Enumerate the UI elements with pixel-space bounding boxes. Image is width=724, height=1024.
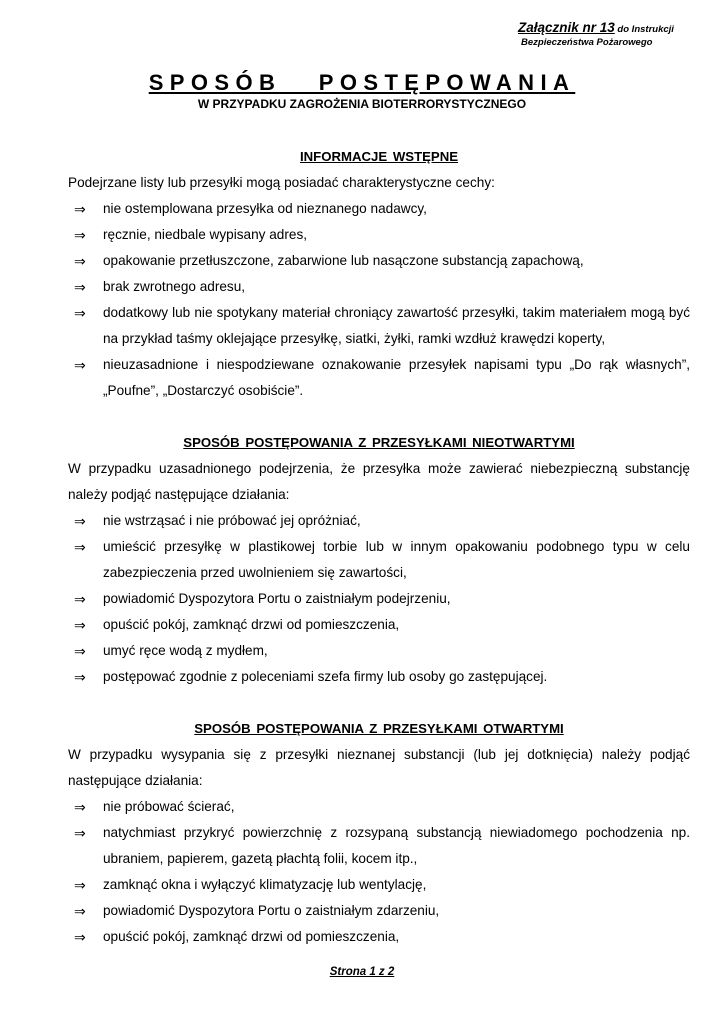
list-item [68,924,690,950]
list-item-text: ręcznie, niedbale wypisany adres, [103,227,308,242]
annex-label: Załącznik nr 13 [518,20,615,35]
list-item [68,638,690,664]
section-intro-text: Podejrzane listy lub przesyłki mogą posiadać charakterystyczne cechy: [68,175,495,190]
section-spacer [68,690,690,716]
list-item-text: powiadomić Dyspozytora Portu o zaistniałym zdarzeniu, [103,903,440,918]
arrow-icon: ⇒ [74,201,86,217]
section-intro-text: W przypadku uzasadnionego podejrzenia, że przesyłka może zawierać niebezpieczną substancję należy podjąć następujące działania: [68,461,690,502]
arrow-icon: ⇒ [74,227,86,243]
arrow-icon: ⇒ [74,539,86,555]
arrow-icon: ⇒ [74,643,86,659]
list-item-text: brak zwrotnego adresu, [103,279,246,294]
list-item [68,352,690,404]
list-item-text: opuścić pokój, zamknąć drzwi od pomieszczenia, [103,929,400,944]
list-item-text: nieuzasadnione i niespodziewane oznakowanie przesyłek napisami typu „Do rąk własnych”, „Poufne”, „Dostarczyć osobiście”. [103,357,690,398]
action-list-unopened [68,508,690,690]
list-item-text: nie ostemplowana przesyłka od nieznanego nadawcy, [103,201,427,216]
list-item-text: umyć ręce wodą z mydłem, [103,643,268,658]
list-item [68,872,690,898]
page-number: Strona 1 z 2 [329,966,395,978]
list-item [68,612,690,638]
arrow-icon: ⇒ [74,825,86,841]
arrow-icon: ⇒ [74,669,86,685]
arrow-icon: ⇒ [74,617,86,633]
list-item-text: zamknąć okna i wyłączyć klimatyzację lub wentylację, [103,877,427,892]
arrow-icon: ⇒ [74,279,86,295]
annex-line2: Bezpieczeństwa Pożarowego [521,37,653,48]
page-title: SPOSÓB POSTĘPOWANIA [148,70,576,95]
list-item-text: natychmiast przykryć powierzchnię z rozsypaną substancją niewiadomego pochodzenia np. ubraniem, papierem, gazetą płachtą folii, kocem itp., [103,825,690,866]
list-item [68,196,690,222]
list-item [68,248,690,274]
section-spacer [68,404,690,430]
section-heading-intro: INFORMACJE WSTĘPNE [299,149,459,164]
arrow-icon: ⇒ [74,305,86,321]
feature-list [68,196,690,404]
annex-suffix: do Instrukcji [614,24,674,35]
page-subtitle: W PRZYPADKU ZAGROŻENIA BIOTERRORYSTYCZNEGO [197,97,527,111]
list-item [68,300,690,352]
arrow-icon: ⇒ [74,591,86,607]
list-item [68,794,690,820]
list-item-text: opuścić pokój, zamknąć drzwi od pomieszczenia, [103,617,400,632]
arrow-icon: ⇒ [74,513,86,529]
list-item-text: powiadomić Dyspozytora Portu o zaistniałym podejrzeniu, [103,591,451,606]
list-item-text: dodatkowy lub nie spotykany materiał chroniący zawartość przesyłki, takim materiałem mogą być na przykład taśmy oklejające przesyłkę, siatki, żyłki, ramki wzdłuż krawędzi koperty, [103,305,690,346]
arrow-icon: ⇒ [74,877,86,893]
arrow-icon: ⇒ [74,253,86,269]
list-item-text: opakowanie przetłuszczone, zabarwione lub nasączone substancją zapachową, [103,253,584,268]
list-item [68,898,690,924]
arrow-icon: ⇒ [74,357,86,373]
action-list-opened [68,794,690,950]
list-item [68,222,690,248]
section-intro-text: W przypadku wysypania się z przesyłki nieznanej substancji (lub jej dotknięcia) należy podjąć następujące działania: [68,747,690,788]
list-item-text: nie wstrząsać i nie próbować jej opróżniać, [103,513,361,528]
list-item-text: nie próbować ścierać, [103,799,235,814]
document-body [68,144,690,950]
list-item [68,586,690,612]
arrow-icon: ⇒ [74,929,86,945]
list-item [68,534,690,586]
list-item-text: postępować zgodnie z poleceniami szefa firmy lub osoby go zastępującej. [103,669,548,684]
list-item [68,664,690,690]
section-heading-unopened: SPOSÓB POSTĘPOWANIA Z PRZESYŁKAMI NIEOTWARTYMI [183,435,575,450]
list-item-text: umieścić przesyłkę w plastikowej torbie lub w innym opakowaniu podobnego typu w celu zabezpieczenia przed uwolnieniem się zawartości, [103,539,690,580]
section-heading-opened: SPOSÓB POSTĘPOWANIA Z PRZESYŁKAMI OTWARTYMI [194,721,564,736]
arrow-icon: ⇒ [74,903,86,919]
annex-header [518,20,718,48]
list-item [68,820,690,872]
arrow-icon: ⇒ [74,799,86,815]
list-item [68,508,690,534]
list-item [68,274,690,300]
